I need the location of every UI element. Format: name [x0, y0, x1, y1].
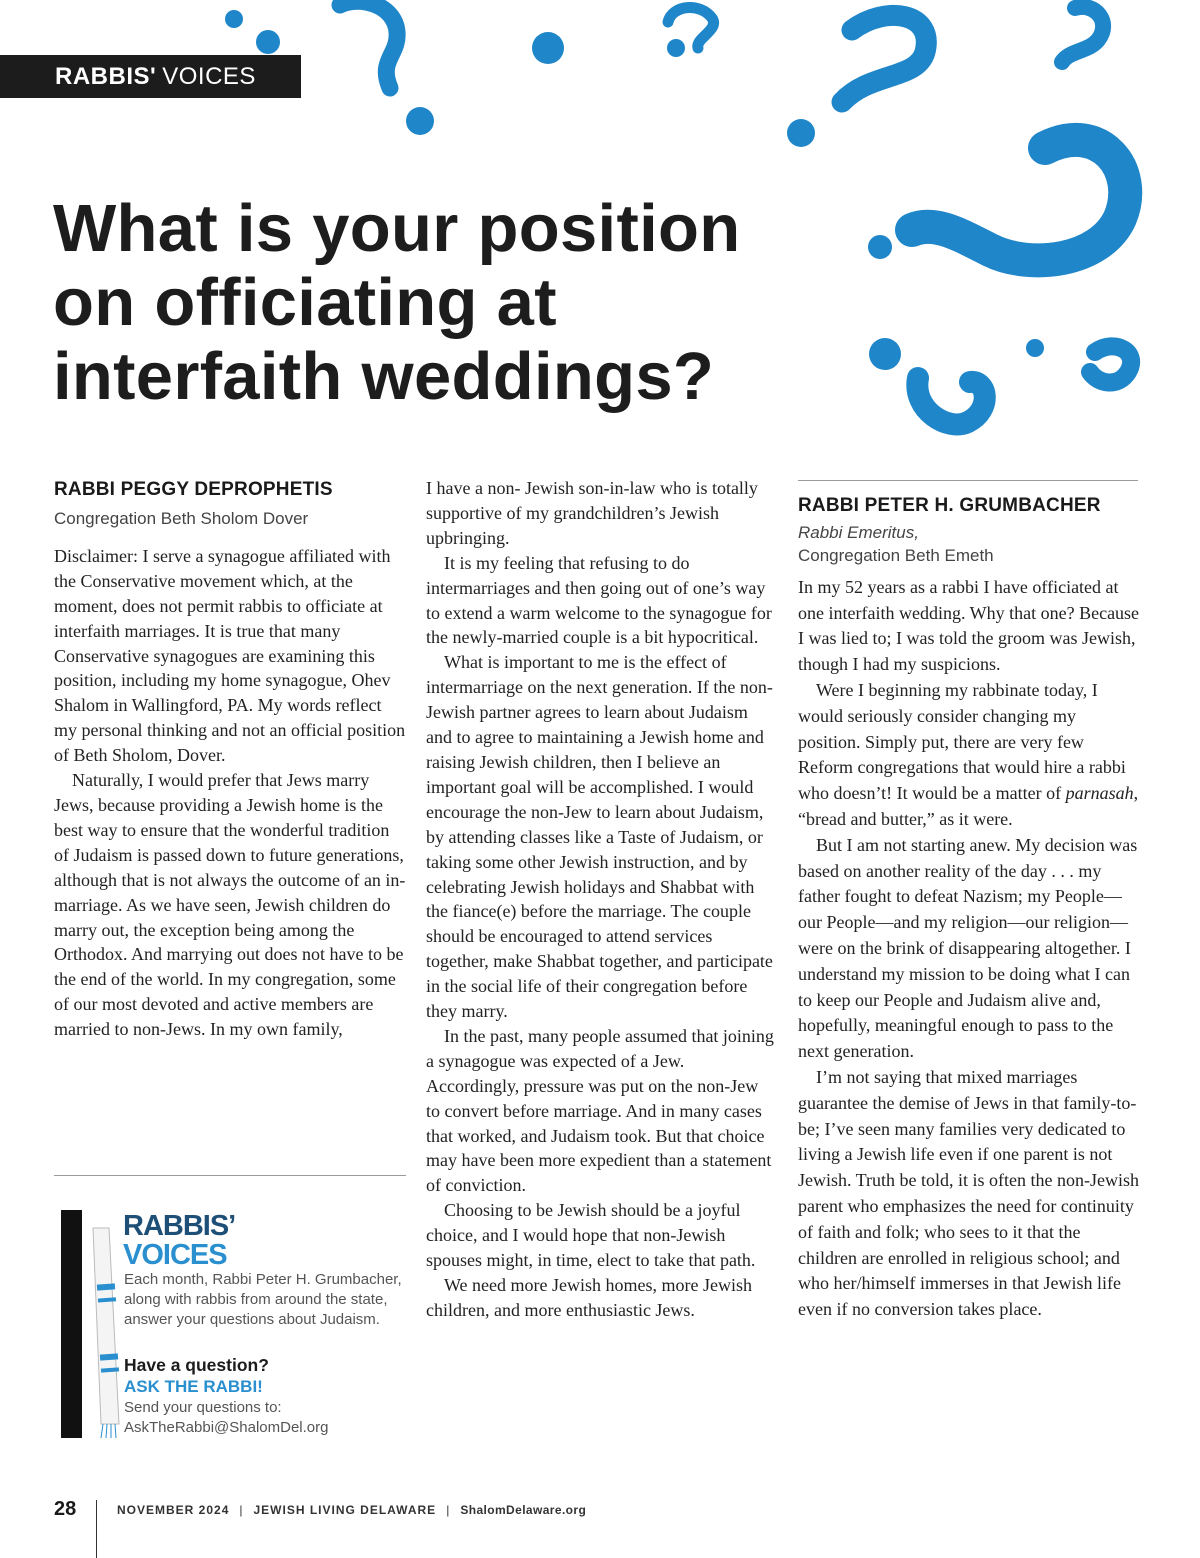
promo-email-link[interactable]: AskTheRabbi@ShalomDel.org: [124, 1419, 329, 1436]
page-number: 28: [54, 1498, 77, 1520]
right-paragraph: I’m not saying that mixed marriages guarantee the demise of Jews in that family-to-be; I’ve seen many families very dedicated to living a Jewish life even if one parent is not Jewish. Truth be told, it is often the non-Jewish parent who emphasizes the need for continuity of faith and folk; who sees to it that the children are enrolled in religious school; and who her/himself immerses in that Jewish life even if no conversion takes place.: [798, 1066, 1139, 1320]
question-mark-dot: [868, 235, 892, 259]
right-paragraph: In my 52 years as a rabbi I have officiated at one interfaith wedding. Why that one? Because I was lied to; I was told the groom was Jewish, though I had my suspicions.: [798, 576, 1140, 675]
promo-send-label: Send your questions to:: [124, 1399, 282, 1416]
question-mark-icon: [1062, 7, 1103, 62]
left-paragraph: Disclaimer: I serve a synagogue affiliated with the Conservative movement which, at the moment, does not permit rabbis to officiate at interfaith marriages. It is true that many Conservative synagogues are examining this position, including my home synagogue, Ohev Shalom in Wallingford, PA. My words reflect my personal thinking and not an official position of Beth Sholom, Dover.: [54, 545, 406, 766]
promo-title: [123, 1212, 235, 1270]
left-column: [54, 478, 406, 1042]
right-paragraph-text: Were I beginning my rabbinate today, I would seriously consider changing my position. Simply put, there are very few Reform congregations that would hire a rabbi who doesn’t! It would be a matter of: [798, 679, 1126, 804]
footer-site-link[interactable]: ShalomDelaware.org: [460, 1503, 587, 1517]
promo-question: Have a question?: [124, 1355, 269, 1375]
middle-paragraph: I have a non- Jewish son-in-law who is totally supportive of my grandchildren’s Jewish upbringing.: [426, 478, 758, 548]
promo-title-line1: RABBIS’: [123, 1210, 236, 1242]
question-mark-icon: [1090, 346, 1131, 382]
question-mark-icon: [842, 15, 926, 102]
question-mark-dot: [667, 39, 685, 57]
headline: What is your position on officiating at interfaith weddings?: [53, 191, 741, 414]
right-paragraph-text: , “bread and butter,” as it were.: [798, 783, 1139, 829]
promo-body: Each month, Rabbi Peter H. Grumbacher, along with rabbis from around the state, answer your questions about Judaism.: [124, 1271, 402, 1328]
footer-separator: |: [446, 1503, 451, 1517]
question-mark-dot: [869, 338, 901, 370]
left-author-name: RABBI PEGGY DEPROPHETIS: [54, 479, 333, 500]
middle-paragraph: We need more Jewish homes, more Jewish children, and more enthusiastic Jews.: [426, 1275, 752, 1320]
left-author-title: Congregation Beth Sholom Dover: [54, 508, 309, 528]
middle-paragraph: Choosing to be Jewish should be a joyful choice, and I would hope that non-Jewish spouses might, in time, elect to take that path.: [426, 1200, 756, 1271]
middle-paragraph: It is my feeling that refusing to do intermarriages and then going out of one’s way to extend a warm welcome to the synagogue for the newly-married couple is a bit hypocritical.: [426, 552, 772, 648]
right-author-name: RABBI PETER H. GRUMBACHER: [798, 495, 1101, 516]
footer: [117, 1503, 586, 1517]
section-tab-light: VOICES: [162, 62, 256, 90]
right-author-title-line1: Rabbi Emeritus,: [798, 522, 919, 542]
question-mark-dot: [1026, 339, 1044, 357]
question-mark-dot: [406, 107, 434, 135]
ask-the-rabbi-link[interactable]: ASK THE RABBI!: [124, 1377, 263, 1396]
right-author-title-line2: Congregation Beth Emeth: [798, 545, 994, 565]
right-column: [798, 493, 1142, 1323]
promo-send: [124, 1398, 404, 1438]
parnasah-term: parnasah: [1065, 783, 1134, 804]
footer-publication: JEWISH LIVING DELAWARE: [253, 1503, 437, 1517]
section-tab: [0, 55, 301, 98]
promo-title-line2: VOICES: [123, 1239, 227, 1271]
right-paragraph: [798, 678, 1142, 833]
question-mark-dot: [787, 119, 815, 147]
question-mark-icon: [917, 378, 984, 424]
section-tab-bold: RABBIS': [55, 62, 157, 90]
question-mark-dot: [532, 32, 564, 64]
question-mark-dot: [256, 30, 280, 54]
left-paragraph: Naturally, I would prefer that Jews marry Jews, because providing a Jewish home is the best way to ensure that the wonderful tradition of Judaism is passed down to future generations, although that is not always the outcome of an in-marriage. As we have seen, Jewish children do marry out, the exception being among the Orthodox. And marrying out does not have to be the end of the world. In my congregation, some of our most devoted and active members are married to non-Jews. In my own family,: [54, 770, 406, 1040]
question-mark-icon: [912, 140, 1125, 260]
question-mark-icon: [340, 1, 397, 88]
right-paragraph: But I am not starting anew. My decision was based on another reality of the day . . . my father fought to defeat Nazism; my People—our People—and my religion—our religion—were on the brink of disappearing altogether. I understand my mission to be doing what I can to keep our People and Judaism alive and, hopefully, meaningful enough to pass to the next generation.: [798, 834, 1138, 1062]
middle-paragraph: In the past, many people assumed that joining a synagogue was expected of a Jew. Accordingly, pressure was put on the non-Jew to convert before marriage. And in many cases that worked, and Judaism took. But that choice may have been more expedient than a statement of conviction.: [426, 1025, 774, 1196]
promo-box: [61, 1210, 406, 1438]
right-divider: [798, 480, 1138, 481]
footer-divider: [96, 1500, 97, 1558]
footer-separator: |: [239, 1503, 244, 1517]
middle-paragraph: What is important to me is the effect of intermarriage on the next generation. If the non-Jewish partner agrees to learn about Judaism and to agree to maintaining a Jewish home and raising Jewish children, then I believe an important goal will be accomplished. I would encourage the non-Jew to learn about Judaism, by attending classes like a Taste of Judaism, or taking some other Jewish instruction, and by celebrating Jewish holidays and Shabbat with the fiance(e) before the marriage. The couple should be encouraged to attend services together, make Shabbat together, and participate in the social life of their congregation before they marry.: [426, 652, 773, 1022]
footer-issue: NOVEMBER 2024: [117, 1503, 230, 1517]
question-mark-dot: [225, 10, 243, 28]
middle-column: [426, 476, 774, 1323]
left-divider: [54, 1175, 406, 1176]
